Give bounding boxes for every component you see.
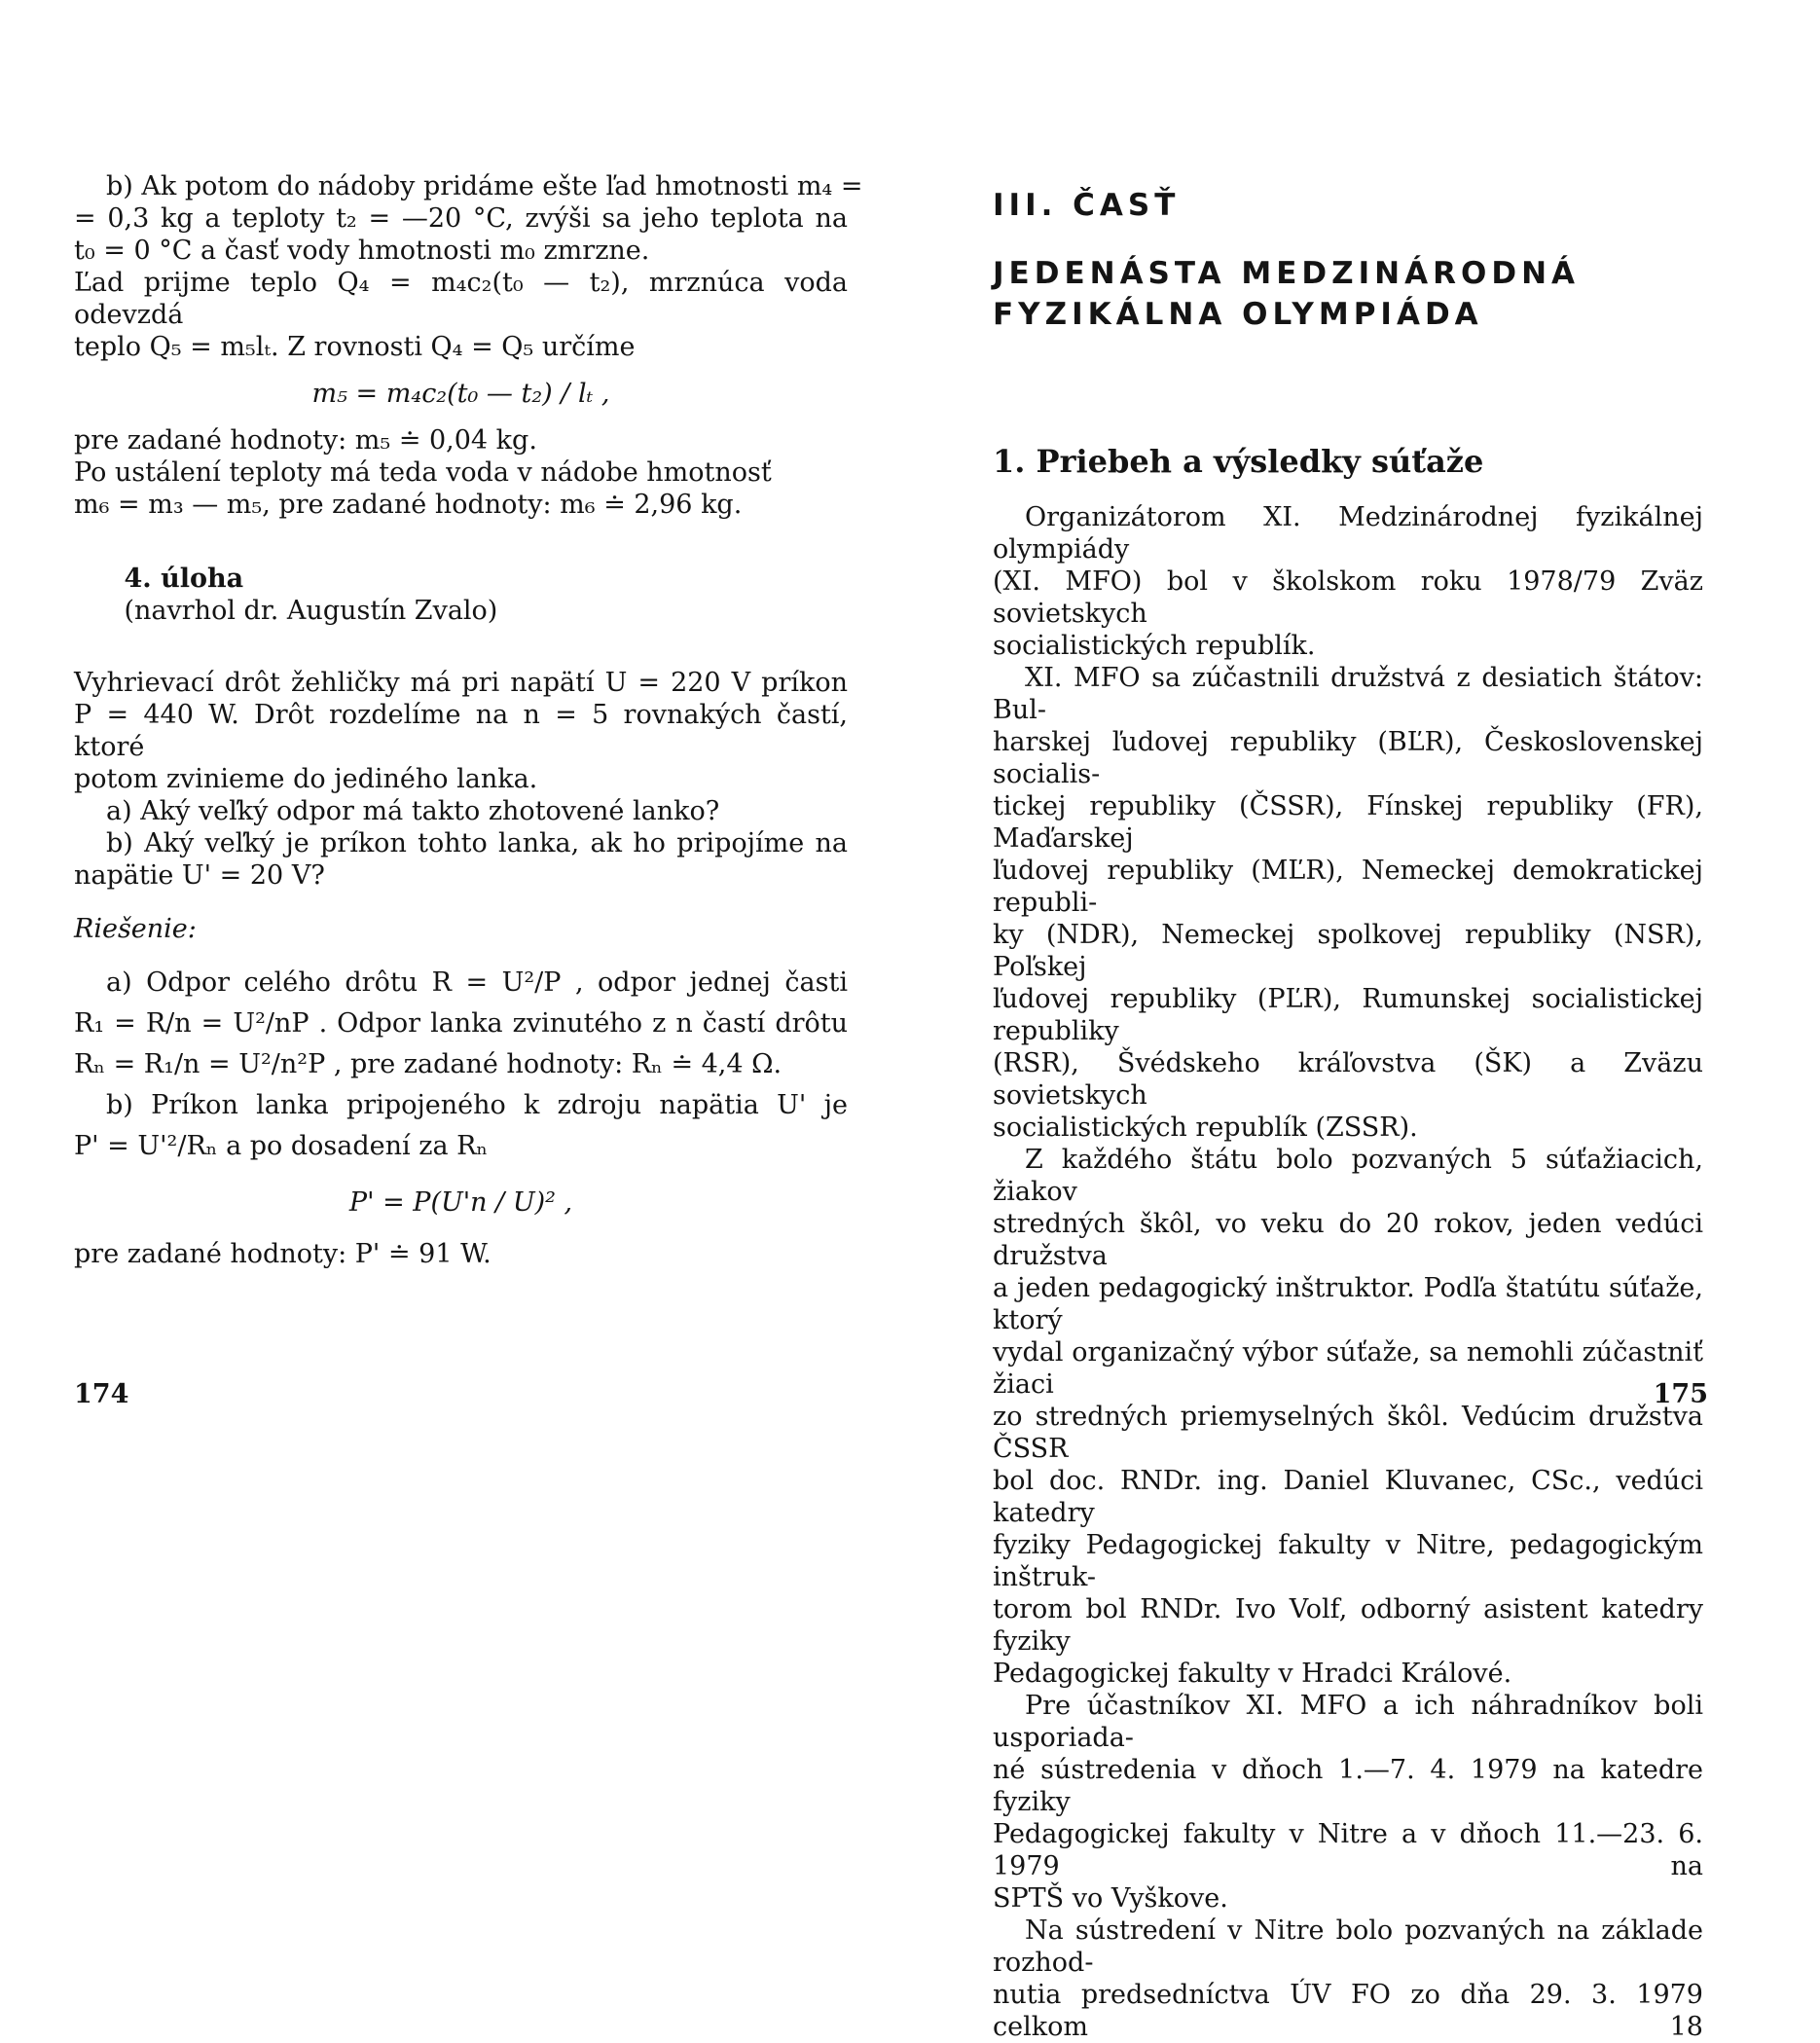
text-line: napätie U' = 20 V?: [74, 860, 325, 891]
part-heading: [993, 185, 1752, 335]
text-line: a jeden pedagogický inštruktor. Podľa štatútu súťaže, ktorý: [993, 1273, 1703, 1335]
left-page: [0, 0, 910, 1460]
text-line: nutia predsedníctva ÚV FO zo dňa 29. 3. 1979 celkom 18: [993, 1980, 1703, 2042]
right-page: [910, 0, 1820, 2042]
text-line: a) Aký veľký odpor má takto zhotovené lanko?: [106, 796, 720, 826]
left-text-column: [74, 170, 863, 1270]
text-line: pre zadané hodnoty: m₅ ≐ 0,04 kg.: [74, 425, 537, 456]
text-line: socialistických republík.: [993, 631, 1316, 661]
text-line: Z každého štátu bolo pozvaných 5 súťažiacich, žiakov: [993, 1145, 1703, 1207]
text-line: Na sústredení v Nitre bolo pozvaných na základe rozhod-: [993, 1915, 1703, 1978]
task-author: (navrhol dr. Augustín Zvalo): [124, 596, 498, 626]
text-line: torom bol RNDr. Ivo Volf, odborný asistent katedry fyziky: [993, 1594, 1703, 1657]
page-number: 174: [74, 1379, 129, 1409]
formula-m5: m₅ = m₄c₂(t₀ — t₂) / lₜ ,: [311, 379, 610, 409]
paragraph: [993, 1690, 1703, 1915]
text-line: zo stredných priemyselných škôl. Vedúcim družstva ČSSR: [993, 1402, 1703, 1464]
paragraph: [993, 1915, 1703, 2043]
task-label: 4. úloha: [124, 564, 244, 594]
text-line: b) Príkon lanka pripojeného k zdroju napätia U' je: [106, 1090, 848, 1120]
text-line: t₀ = 0 °C a časť vody hmotnosti m₀ zmrzne.: [74, 236, 650, 266]
text-line: Pre účastníkov XI. MFO a ich náhradníkov boli usporiada-: [993, 1691, 1703, 1753]
text-line: P' = U'²/Rₙ a po dosadení za Rₙ: [74, 1131, 489, 1161]
part-title-line-2: FYZIKÁLNA OLYMPIÁDA: [993, 297, 1483, 332]
text-line: R₁ = R/n = U²/nP . Odpor lanka zvinutého z n častí drôtu: [74, 1008, 848, 1039]
text-line: Vyhrievací drôt žehličky má pri napätí U = 220 V príkon: [74, 668, 848, 698]
text-line: a) Odpor celého drôtu R = U²/P , odpor jednej časti: [106, 967, 848, 998]
solution-label: Riešenie:: [74, 914, 197, 944]
text-line: ľudovej republiky (PĽR), Rumunskej socialistickej republiky: [993, 984, 1703, 1046]
text-line: P = 440 W. Drôt rozdelíme na n = 5 rovnakých častí, ktoré: [74, 700, 848, 762]
part-label: III. ČASŤ: [993, 188, 1181, 223]
text-line: Ľad prijme teplo Q₄ = m₄c₂(t₀ — t₂), mrznúca voda odevzdá: [74, 268, 848, 330]
right-text-column: [993, 501, 1703, 2043]
text-line: b) Aký veľký je príkon tohto lanka, ak ho pripojíme na: [106, 828, 848, 858]
text-line: Rₙ = R₁/n = U²/n²P , pre zadané hodnoty: Rₙ ≐ 4,4 Ω.: [74, 1049, 783, 1079]
part-title-line-1: JEDENÁSTA MEDZINÁRODNÁ: [993, 256, 1581, 291]
text-line: = 0,3 kg a teploty t₂ = —20 °C, zvýši sa jeho teplota na: [74, 203, 848, 234]
text-line: né sústredenia v dňoch 1.—7. 4. 1979 na katedre fyziky: [993, 1755, 1703, 1817]
section-title: 1. Priebeh a výsledky súťaže: [993, 443, 1484, 480]
text-line: Po ustálení teploty má teda voda v nádobe hmotnosť: [74, 457, 772, 488]
text-line: Organizátorom XI. Medzinárodnej fyzikálnej olympiády: [993, 502, 1703, 565]
paragraph: [993, 662, 1703, 1144]
text-line: potom zvinieme do jediného lanka.: [74, 764, 538, 794]
page-number: 175: [1653, 1379, 1708, 1409]
text-line: (RSR), Švédskeho kráľovstva (ŠK) a Zväzu sovietskych: [993, 1048, 1703, 1111]
paragraph: [993, 501, 1703, 662]
text-line: (XI. MFO) bol v školskom roku 1978/79 Zväz sovietskych: [993, 566, 1703, 629]
text-line: Pedagogickej fakulty v Nitre a v dňoch 11.—23. 6. 1979 na: [993, 1819, 1703, 1881]
text-line: bol doc. RNDr. ing. Daniel Kluvanec, CSc., vedúci katedry: [993, 1466, 1703, 1528]
text-line: tickej republiky (ČSSR), Fínskej republiky (FR), Maďarskej: [993, 791, 1703, 854]
paragraph: [993, 1144, 1703, 1690]
text-line: SPTŠ vo Vyškove.: [993, 1883, 1228, 1914]
text-line: pre zadané hodnoty: P' ≐ 91 W.: [74, 1239, 491, 1269]
text-line: socialistických republík (ZSSR).: [993, 1113, 1418, 1143]
text-line: harskej ľudovej republiky (BĽR), Československej socialis-: [993, 727, 1703, 789]
text-line: XI. MFO sa zúčastnili družstvá z desiatich štátov: Bul-: [993, 663, 1703, 725]
text-line: m₆ = m₃ — m₅, pre zadané hodnoty: m₆ ≐ 2,96 kg.: [74, 490, 743, 520]
text-line: teplo Q₅ = m₅lₜ. Z rovnosti Q₄ = Q₅ určíme: [74, 332, 636, 362]
text-line: stredných škôl, vo veku do 20 rokov, jeden vedúci družstva: [993, 1209, 1703, 1271]
text-line: b) Ak potom do nádoby pridáme ešte ľad hmotnosti m₄ =: [106, 171, 863, 201]
task-heading: [74, 530, 848, 659]
text-line: fyziky Pedagogickej fakulty v Nitre, pedagogickým inštruk-: [993, 1530, 1703, 1592]
text-line: Pedagogickej fakulty v Hradci Králové.: [993, 1659, 1512, 1689]
text-line: ky (NDR), Nemeckej spolkovej republiky (NSR), Poľskej: [993, 920, 1703, 982]
text-line: ľudovej republiky (MĽR), Nemeckej demokratickej republi-: [993, 856, 1703, 918]
text-line: vydal organizačný výbor súťaže, sa nemohli zúčastniť žiaci: [993, 1337, 1703, 1400]
formula-p: P' = P(U'n / U)² ,: [348, 1187, 573, 1218]
